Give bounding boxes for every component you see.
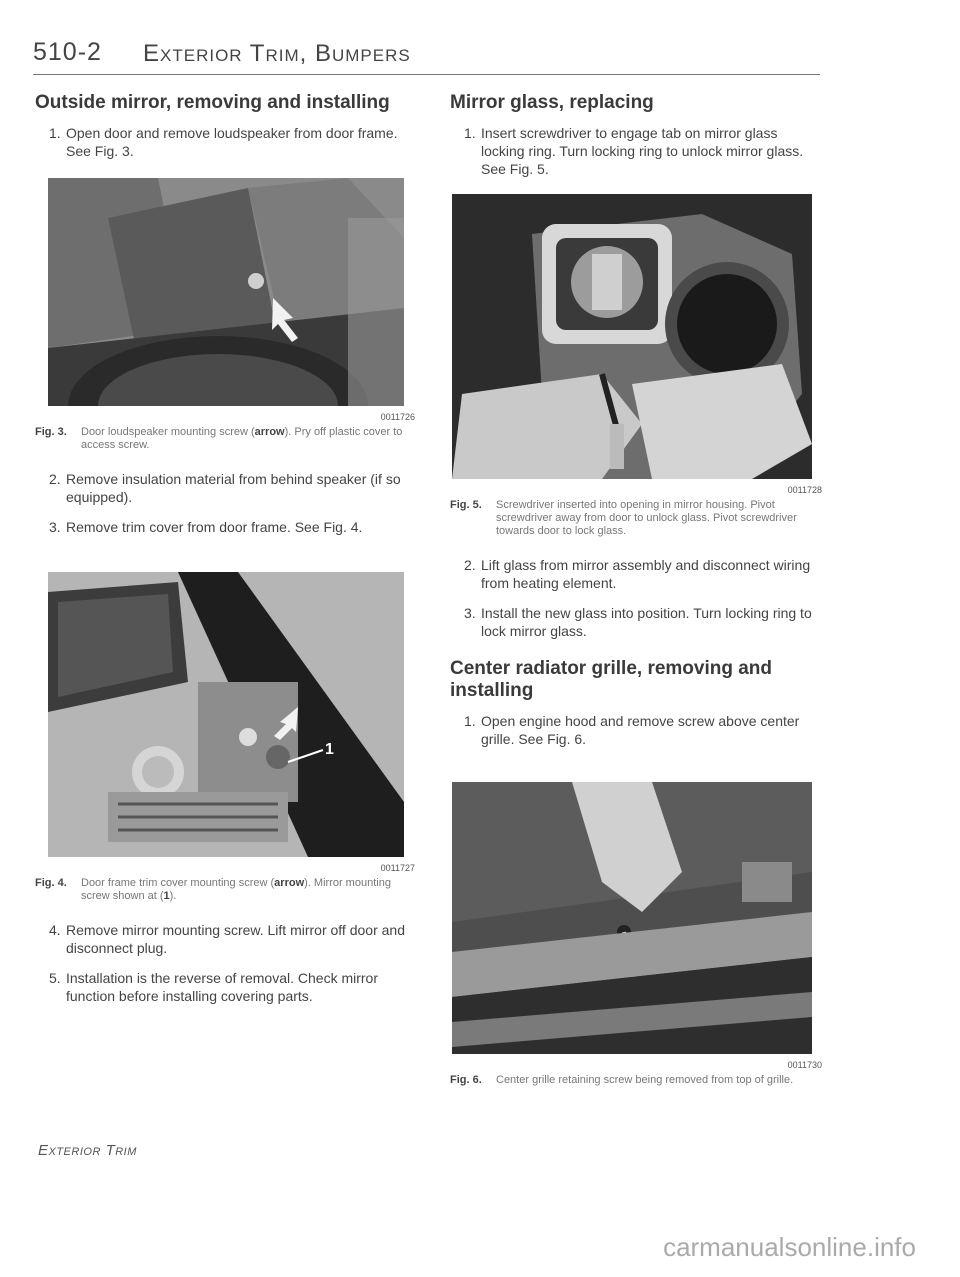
photo-mirror-glass (452, 194, 812, 479)
step: 3. Remove trim cover from door frame. See Fig. 4. (49, 519, 363, 535)
figure-code: 0011726 (380, 412, 415, 422)
step: 1. Open engine hood and remove screw above center grille. See Fig. 6. (464, 713, 800, 747)
step: 2. Remove insulation material from behind speaker (if so equipped). (49, 471, 401, 505)
step: 3. Install the new glass into position. Turn locking ring to lock mirror glass. (464, 605, 812, 639)
figure-6 (452, 782, 822, 1070)
figure-3-caption: Fig. 3. Door loudspeaker mounting screw (arrow). Pry off plastic cover to access screw. (35, 426, 403, 451)
step: 4. Remove mirror mounting screw. Lift mirror off door and disconnect plug. (49, 922, 405, 956)
figure-6-caption: Fig. 6. Center grille retaining screw being removed from top of grille. (450, 1074, 794, 1086)
figure-5 (452, 194, 822, 495)
photo-door-frame-trim (48, 572, 404, 857)
figure-code: 0011727 (380, 863, 415, 873)
step: 1. Open door and remove loudspeaker from door frame. See Fig. 3. (49, 125, 398, 159)
callout-1: 1 (325, 741, 334, 758)
figure-4 (48, 572, 415, 873)
right-column (450, 92, 822, 1105)
figure-4-caption: Fig. 4. Door frame trim cover mounting screw (arrow). Mirror mounting screw shown at (1). (35, 877, 391, 902)
photo-center-grille (452, 782, 812, 1054)
chapter-title: Exterior Trim, Bumpers (143, 40, 411, 67)
page-number: 510-2 (33, 38, 102, 66)
section-title-center-grille: Center radiator grille, removing and installing (450, 658, 773, 701)
step: 2. Lift glass from mirror assembly and disconnect wiring from heating element. (464, 557, 811, 591)
figure-5-caption: Fig. 5. Screwdriver inserted into opening in mirror housing. Pivot screwdriver away from door to unlock glass. Pivot screwdriver towards door to lock glass. (450, 499, 797, 537)
figure-code: 0011728 (787, 485, 822, 495)
left-column (35, 92, 415, 1017)
footer-section-name: Exterior Trim (38, 1142, 137, 1159)
step: 1. Insert screwdriver to engage tab on mirror glass locking ring. Turn locking ring to unlock mirror glass. See Fig. 5. (464, 125, 804, 177)
photo-door-speaker (48, 178, 404, 406)
watermark: carmanualsonline.info (663, 1232, 916, 1262)
step: 5. Installation is the reverse of removal. Check mirror function before installing covering parts. (49, 970, 378, 1004)
figure-3 (48, 178, 415, 422)
figure-code: 0011730 (787, 1060, 822, 1070)
page-header (33, 38, 820, 75)
section-title-outside-mirror: Outside mirror, removing and installing (35, 92, 390, 113)
section-title-mirror-glass: Mirror glass, replacing (450, 92, 654, 113)
